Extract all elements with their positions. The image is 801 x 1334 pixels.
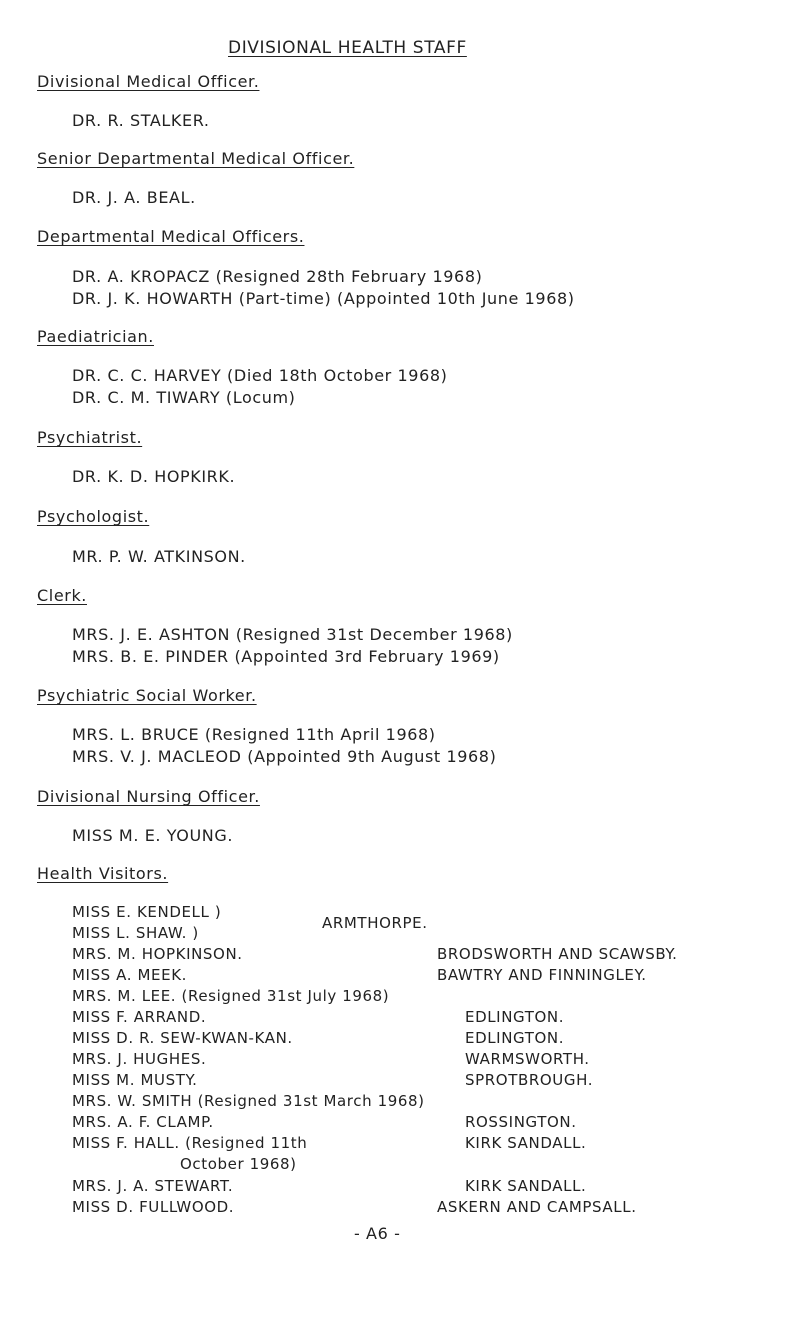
visitor-name: MISS M. MUSTY.	[72, 1071, 198, 1089]
visitor-name: MRS. M. HOPKINSON.	[72, 945, 243, 963]
visitor-name: MISS L. SHAW. )	[72, 924, 199, 942]
visitor-area: ROSSINGTON.	[465, 1113, 577, 1131]
staff-entry: DR. C. C. HARVEY (Died 18th October 1968)	[72, 366, 448, 385]
visitor-area: ASKERN AND CAMPSALL.	[437, 1198, 637, 1216]
staff-entry: DR. A. KROPACZ (Resigned 28th February 1968)	[72, 267, 483, 286]
section-heading: Psychiatric Social Worker.	[37, 686, 257, 705]
visitor-name: MISS F. ARRAND.	[72, 1008, 207, 1026]
visitor-name: MISS D. R. SEW-KWAN-KAN.	[72, 1029, 293, 1047]
section-heading: Paediatrician.	[37, 327, 154, 346]
visitor-area: SPROTBROUGH.	[465, 1071, 594, 1089]
section-heading: Departmental Medical Officers.	[37, 227, 305, 246]
section-heading: Clerk.	[37, 586, 87, 605]
visitor-area: EDLINGTON.	[465, 1029, 565, 1047]
visitor-name: MRS. W. SMITH (Resigned 31st March 1968)	[72, 1092, 425, 1110]
section-heading: Psychologist.	[37, 507, 150, 526]
section-heading: Health Visitors.	[37, 864, 169, 883]
visitor-name: MRS. J. A. STEWART.	[72, 1177, 234, 1195]
section-heading: Psychiatrist.	[37, 428, 143, 447]
visitor-area: WARMSWORTH.	[465, 1050, 590, 1068]
visitor-name: MISS E. KENDELL )	[72, 903, 222, 921]
visitor-name: MRS. J. HUGHES.	[72, 1050, 207, 1068]
staff-entry: MRS. B. E. PINDER (Appointed 3rd February 1969)	[72, 647, 500, 666]
section-heading: Divisional Nursing Officer.	[37, 787, 260, 806]
staff-entry: DR. C. M. TIWARY (Locum)	[72, 388, 296, 407]
staff-entry: DR. J. A. BEAL.	[72, 188, 196, 207]
section-heading: Senior Departmental Medical Officer.	[37, 149, 355, 168]
visitor-name: October 1968)	[180, 1155, 297, 1173]
staff-entry: DR. J. K. HOWARTH (Part-time) (Appointed 10th June 1968)	[72, 289, 575, 308]
page-number: - A6 -	[354, 1224, 401, 1243]
section-heading: Divisional Medical Officer.	[37, 72, 260, 91]
staff-entry: DR. R. STALKER.	[72, 111, 210, 130]
staff-entry: MRS. V. J. MACLEOD (Appointed 9th August 1968)	[72, 747, 497, 766]
staff-entry: MR. P. W. ATKINSON.	[72, 547, 246, 566]
visitor-name: MRS. A. F. CLAMP.	[72, 1113, 214, 1131]
visitor-area: EDLINGTON.	[465, 1008, 565, 1026]
visitor-area: BAWTRY AND FINNINGLEY.	[437, 966, 647, 984]
visitor-area: KIRK SANDALL.	[465, 1177, 587, 1195]
visitor-area: BRODSWORTH AND SCAWSBY.	[437, 945, 678, 963]
staff-entry: DR. K. D. HOPKIRK.	[72, 467, 236, 486]
staff-entry: MRS. J. E. ASHTON (Resigned 31st December 1968)	[72, 625, 513, 644]
staff-entry: MISS M. E. YOUNG.	[72, 826, 234, 845]
visitor-name: MISS A. MEEK.	[72, 966, 188, 984]
visitor-name: MISS F. HALL. (Resigned 11th	[72, 1134, 308, 1152]
visitor-area: KIRK SANDALL.	[465, 1134, 587, 1152]
visitor-name: MRS. M. LEE. (Resigned 31st July 1968)	[72, 987, 390, 1005]
visitor-area: ARMTHORPE.	[322, 914, 428, 932]
visitor-name: MISS D. FULLWOOD.	[72, 1198, 235, 1216]
page-title: DIVISIONAL HEALTH STAFF	[228, 38, 467, 58]
staff-entry: MRS. L. BRUCE (Resigned 11th April 1968)	[72, 725, 436, 744]
